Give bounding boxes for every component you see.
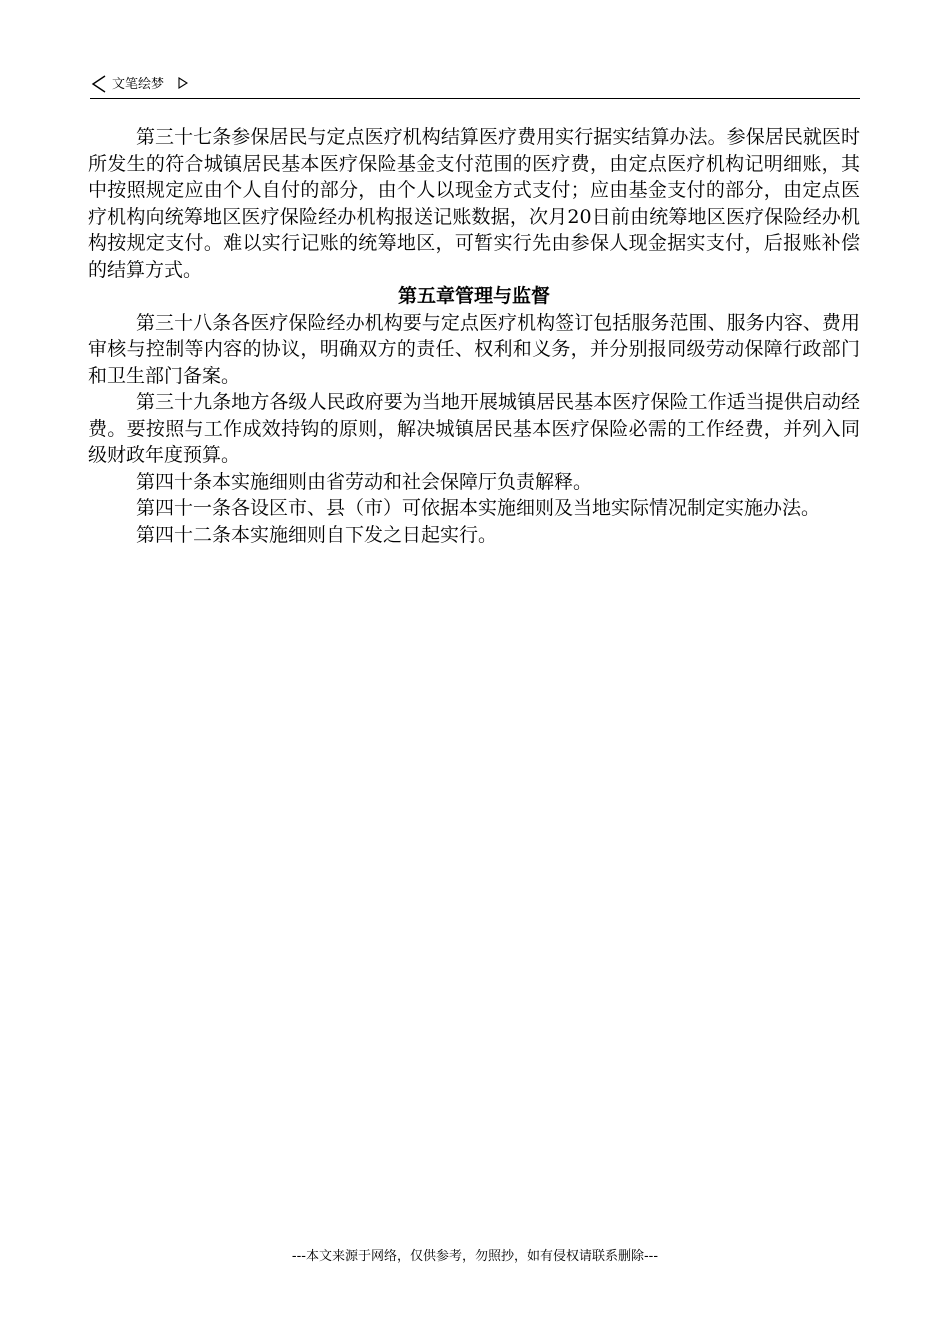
document-body	[88, 124, 860, 548]
page-footer-notice: ---本文来源于网络，仅供参考，勿照抄，如有侵权请联系删除---	[291, 1249, 659, 1264]
article-42: 第四十二条本实施细则自下发之日起实行。	[136, 523, 498, 546]
article-41: 第四十一条各设区市、县（市）可依据本实施细则及当地实际情况制定实施办法。	[136, 497, 821, 519]
page-header	[90, 74, 860, 99]
brand-text: 文笔绘梦	[112, 77, 165, 92]
triangle-left-icon	[91, 75, 107, 93]
article-38: 第三十八条各医疗保险经办机构要与定点医疗机构签订包括服务范围、服务内容、费用审核与控制等内容的协议，明确双方的责任、权利和义务，并分别报同级劳动保障行政部门和卫生部门备案。	[88, 311, 860, 387]
article-40: 第四十条本实施细则由省劳动和社会保障厅负责解释。	[136, 470, 593, 493]
chapter-5-title: 第五章管理与监督	[397, 285, 550, 307]
article-39: 第三十九条地方各级人民政府要为当地开展城镇居民基本医疗保险工作适当提供启动经费。要按照与工作成效持钩的原则，解决城镇居民基本医疗保险必需的工作经费，并列入同级财政年度预算。	[88, 391, 860, 466]
triangle-right-icon	[178, 77, 188, 89]
article-37: 第三十七条参保居民与定点医疗机构结算医疗费用实行据实结算办法。参保居民就医时所发生的符合城镇居民基本医疗保险基金支付范围的医疗费，由定点医疗机构记明细账，其中按照规定应由个人自付的部分，由个人以现金方式支付；应由基金支付的部分，由定点医疗机构向统筹地区医疗保险经办机构报送记账数据，次月20日前由统筹地区医疗保险经办机构按规定支付。难以实行记账的统筹地区，可暂实行先由参保人现金据实支付，后报账补偿的结算方式。	[88, 126, 860, 281]
